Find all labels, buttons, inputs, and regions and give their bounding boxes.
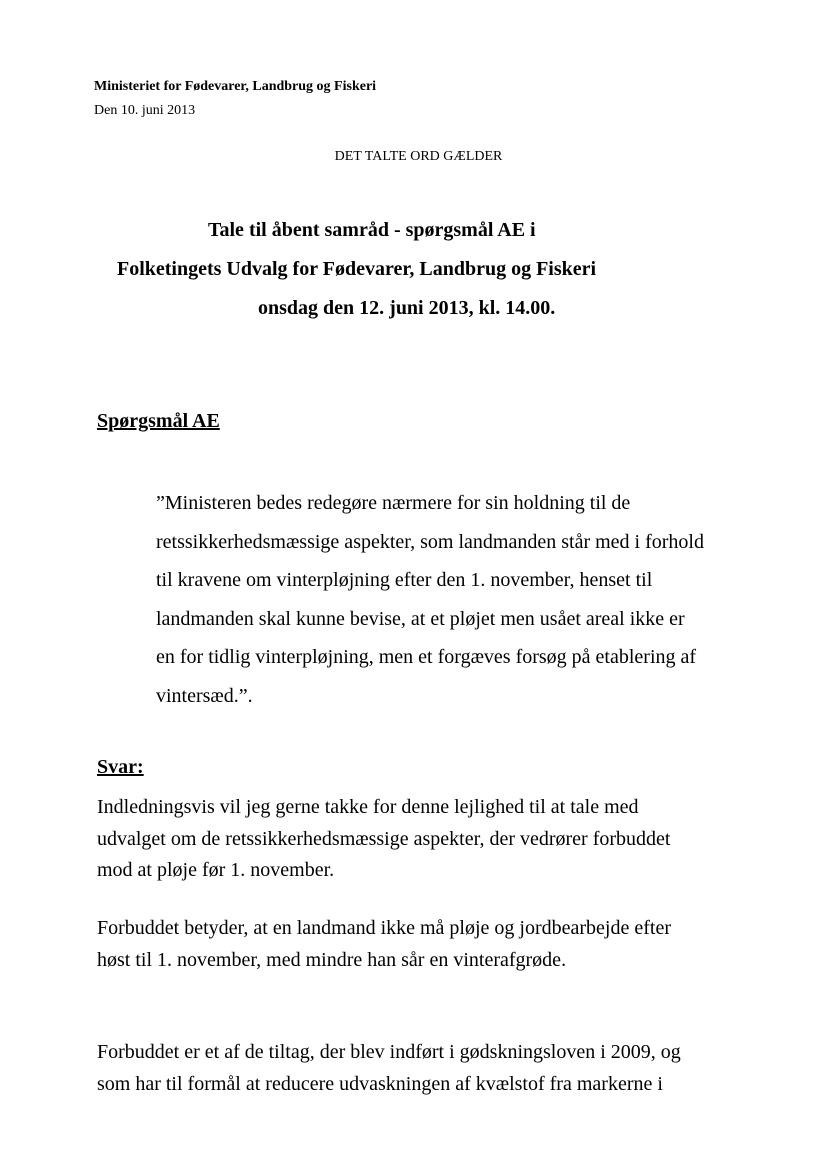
answer-paragraph-3: [97, 1037, 797, 1100]
document-title-line-1: Tale til åbent samråd - spørgsmål AE i: [208, 219, 536, 241]
answer-paragraph-1: [97, 792, 797, 887]
paragraph-line: udvalget om de retssikkerhedsmæssige aspekter, der vedrører forbuddet: [97, 827, 671, 850]
paragraph-line: Forbuddet betyder, at en landmand ikke må pløje og jordbearbejde efter: [97, 917, 671, 939]
quote-line: ”Ministeren bedes redegøre nærmere for sin holdning til de: [156, 492, 631, 514]
paragraph-line: Forbuddet er et af de tiltag, der blev indført i gødskningsloven i 2009, og: [97, 1041, 681, 1063]
quote-line: landmanden skal kunne bevise, at et pløjet men usået areal ikke er: [156, 607, 685, 630]
paragraph-line: Indledningsvis vil jeg gerne takke for denne lejlighed til at tale med: [97, 796, 639, 818]
answer-paragraph-2: [97, 913, 797, 976]
document-title-line-3: onsdag den 12. juni 2013, kl. 14.00.: [258, 297, 556, 319]
paragraph-line: høst til 1. november, med mindre han sår en vinterafgrøde.: [97, 948, 567, 971]
spoken-word-notice: DET TALTE ORD GÆLDER: [334, 149, 503, 164]
document-title-line-2: Folketingets Udvalg for Fødevarer, Landbrug og Fiskeri: [117, 258, 597, 280]
question-quote: [156, 484, 796, 716]
quote-line: vintersæd.”.: [156, 684, 253, 707]
document-date: Den 10. juni 2013: [94, 103, 196, 118]
question-heading: Spørgsmål AE: [97, 410, 220, 432]
quote-line: retssikkerhedsmæssige aspekter, som landmanden står med i forhold: [156, 530, 704, 553]
paragraph-line: mod at pløje før 1. november.: [97, 859, 335, 881]
quote-line: en for tidlig vinterpløjning, men et forgæves forsøg på etablering af: [156, 646, 697, 669]
ministry-name: Ministeriet for Fødevarer, Landbrug og Fiskeri: [94, 79, 377, 94]
paragraph-line: som har til formål at reducere udvaskningen af kvælstof fra markerne i: [97, 1072, 663, 1095]
quote-line: til kravene om vinterpløjning efter den 1. november, henset til: [156, 569, 653, 592]
answer-heading: Svar:: [97, 756, 144, 778]
